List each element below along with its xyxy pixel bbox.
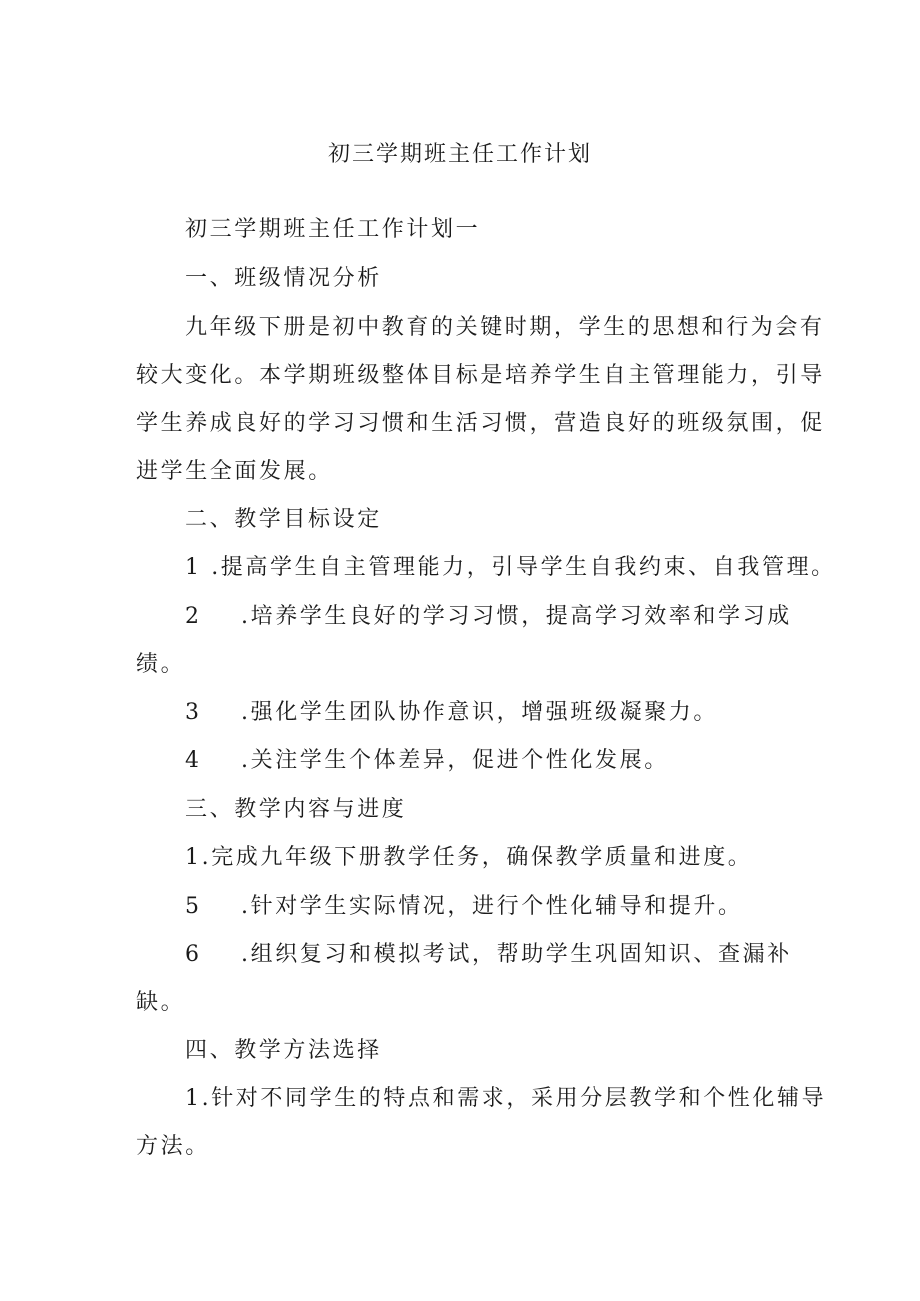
paragraph-line: 较大变化。本学期班级整体目标是培养学生自主管理能力，引导 [136,363,825,388]
list-item [185,940,792,970]
list-item-text: .针对学生实际情况，进行个性化辅导和提升。 [241,894,743,919]
paragraph-line: 进学生全面发展。 [136,459,333,484]
section-heading-teaching-methods: 四、教学方法选择 [185,1038,382,1063]
list-item: 1 .提高学生自主管理能力，引导学生自我约束、自我管理。 [185,555,836,580]
list-item-continuation: 方法。 [136,1134,210,1159]
list-item-number: 3 [185,700,202,725]
list-item-continuation: 缺。 [136,990,186,1015]
document-title: 初三学期班主任工作计划 [327,142,592,167]
paragraph-line: 学生养成良好的学习习惯和生活习惯，营造良好的班级氛围，促 [136,411,825,436]
list-item [185,746,669,776]
list-item: 1.完成九年级下册教学任务，确保教学质量和进度。 [185,845,753,870]
list-item-text: .培养学生良好的学习习惯，提高学习效率和学习成 [241,604,792,629]
plan-subtitle: 初三学期班主任工作计划一 [185,217,481,242]
list-item-number: 2 [185,604,202,629]
list-item-number: 6 [185,942,202,967]
list-item-text: .关注学生个体差异，促进个性化发展。 [241,748,669,773]
list-item: 1.针对不同学生的特点和需求，采用分层教学和个性化辅导 [185,1086,827,1111]
list-item-number: 4 [185,748,202,773]
list-item-text: .强化学生团队协作意识，增强班级凝聚力。 [241,700,718,725]
list-item [185,892,743,922]
section-heading-teaching-goals: 二、教学目标设定 [185,507,382,532]
list-item-text: .组织复习和模拟考试，帮助学生巩固知识、查漏补 [241,942,792,967]
paragraph-line: 九年级下册是初中教育的关键时期，学生的思想和行为会有 [185,315,825,340]
list-item [185,698,718,728]
section-heading-teaching-content: 三、教学内容与进度 [185,797,407,822]
section-heading-class-analysis: 一、班级情况分析 [185,266,382,291]
list-item-continuation: 绩。 [136,652,186,677]
list-item-number: 5 [185,894,202,919]
list-item [185,602,792,632]
